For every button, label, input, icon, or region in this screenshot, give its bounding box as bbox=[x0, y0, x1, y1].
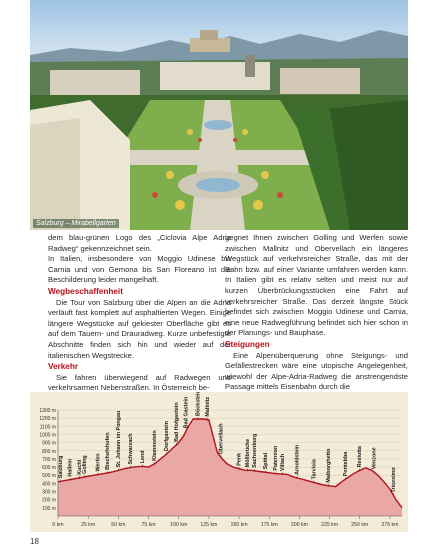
x-tick-label: 200 km bbox=[290, 522, 308, 528]
section-heading-wegbeschaffenheit: Wegbeschaffenheit bbox=[48, 286, 123, 296]
x-tick-label: 175 km bbox=[260, 522, 278, 528]
place-label: Sachsenburg bbox=[252, 433, 259, 468]
place-label: Kuchl bbox=[77, 459, 84, 475]
paragraph: dem blau-grünen Logo des „Ciclovia Alpe Adria Radweg“ gekennzeichnet sein. bbox=[48, 233, 231, 253]
place-label: Golling bbox=[82, 455, 89, 474]
place-label: Paternion bbox=[272, 445, 279, 471]
y-tick-label: 900 m bbox=[42, 440, 56, 447]
place-label: Mallnitz bbox=[205, 396, 212, 417]
place-label: Bischofshofen bbox=[104, 432, 111, 470]
right-text-column bbox=[225, 233, 408, 393]
place-label: Klammstein bbox=[152, 430, 159, 461]
section-heading-steigungen: Steigungen bbox=[225, 339, 270, 349]
place-label: Bad Gastein bbox=[183, 396, 190, 429]
y-tick-label: 800 m bbox=[42, 448, 56, 455]
place-label: Möllbrücke bbox=[245, 438, 252, 468]
place-label: Penk bbox=[236, 452, 243, 466]
x-tick-label: 250 km bbox=[351, 522, 369, 528]
place-label: Spittal bbox=[263, 452, 270, 470]
photo-caption: Salzburg – Mirabellgarten bbox=[33, 219, 119, 228]
x-tick-label: 100 km bbox=[170, 522, 188, 528]
y-tick-label: 400 m bbox=[42, 481, 56, 488]
elevation-profile-chart bbox=[30, 392, 408, 532]
x-tick-label: 275 km bbox=[381, 522, 399, 528]
y-tick-label: 1100 m bbox=[39, 424, 56, 431]
paragraph: Sie fahren überwiegend auf Radwegen und verkehrsarmen Nebenstraßen. In Österreich be- bbox=[48, 372, 231, 393]
x-tick-label: 225 km bbox=[321, 522, 339, 528]
place-label: Werfen bbox=[95, 453, 102, 472]
paragraph: In Italien, insbesondere von Moggio Udinese bis Carnia und von Gemona bis San Floreano ist die Beschilderung leider mangelhaft. bbox=[48, 254, 231, 285]
y-tick-label: 700 m bbox=[42, 456, 56, 463]
place-label: Pontebba bbox=[342, 451, 349, 477]
place-label: Arnoldstein bbox=[294, 444, 301, 475]
place-label: Resiutta bbox=[357, 446, 364, 468]
x-tick-label: 75 km bbox=[141, 522, 156, 528]
left-text-column bbox=[48, 233, 231, 394]
y-tick-label: 200 m bbox=[42, 497, 56, 504]
place-label: Bad Hofgastein bbox=[173, 402, 180, 442]
paragraph: Die Tour von Salzburg über die Alpen an die Adria verläuft fast komplett auf asphaltierten Wegen. Einige längere Wegstücke auf gekiester Oberfläche gibt es auf dem Tauern- und Drauradweg. Kurze unbefestigte Abschnitte finden sich hin und wieder auf der italienischen Wegstrecke. bbox=[48, 297, 231, 360]
paragraph: Eine Alpenüberquerung ohne Steigungs- und Gefällestrecken wäre eine utopische Angelegenheit, wiewohl der Alpe-Adria-Radweg die anstrengendste Passage mittels Eisenbahn durch die bbox=[225, 350, 408, 392]
elevation-profile-svg bbox=[30, 392, 408, 532]
x-tick-label: 25 km bbox=[81, 522, 96, 528]
place-label: Dorfgastein bbox=[164, 421, 171, 452]
place-label: Venzone bbox=[371, 447, 378, 470]
y-tick-label: 600 m bbox=[42, 465, 56, 472]
place-label: Böckstein bbox=[195, 392, 202, 416]
place-label: Schwarzach bbox=[127, 433, 134, 465]
y-tick-label: 1200 m bbox=[39, 416, 56, 423]
place-label: Villach bbox=[280, 453, 287, 472]
place-label: St. Johann im Pongau bbox=[115, 410, 122, 468]
x-tick-label: 50 km bbox=[111, 522, 126, 528]
place-label: Lend bbox=[139, 450, 146, 464]
place-label: Malborghetto bbox=[325, 448, 332, 483]
y-tick-label: 500 m bbox=[42, 473, 56, 480]
page-number: 18 bbox=[30, 537, 39, 546]
x-tick-label: 125 km bbox=[200, 522, 218, 528]
place-label: Salzburg bbox=[57, 455, 64, 479]
y-tick-label: 100 m bbox=[42, 505, 56, 512]
y-tick-label: 1300 m bbox=[39, 408, 56, 414]
section-heading-verkehr: Verkehr bbox=[48, 362, 79, 372]
place-label: Hallein bbox=[67, 458, 74, 477]
y-tick-label: 1000 m bbox=[39, 432, 56, 439]
x-tick-label: 0 km bbox=[52, 522, 64, 528]
place-label: Tricesimo bbox=[391, 467, 398, 493]
x-tick-label: 150 km bbox=[230, 522, 248, 528]
place-label: Obervellach bbox=[218, 423, 225, 455]
photo-mirabell-garden bbox=[30, 0, 408, 230]
place-label: Tarvisio bbox=[311, 459, 318, 480]
y-tick-label: 300 m bbox=[42, 489, 56, 496]
paragraph: gegnet Ihnen zwischen Golling und Werfen sowie zwischen Mallnitz und Obervellach ein längeres Wegstück auf verkehrsreicher Straße, das mit der Bahn bzw. auf einer Variante umfahren werden kann. In Italien gibt es relativ selten und meist nur auf kurzen Überbrückungsstücken eine Fahrt auf verkehrsreicher Straße. Das derzeit längste Stück befindet sich zwischen Moggio Udinese und Carnia, eine neue Radwegführung befindet sich hier schon in der Planungs- und Bauphase. bbox=[225, 233, 408, 338]
